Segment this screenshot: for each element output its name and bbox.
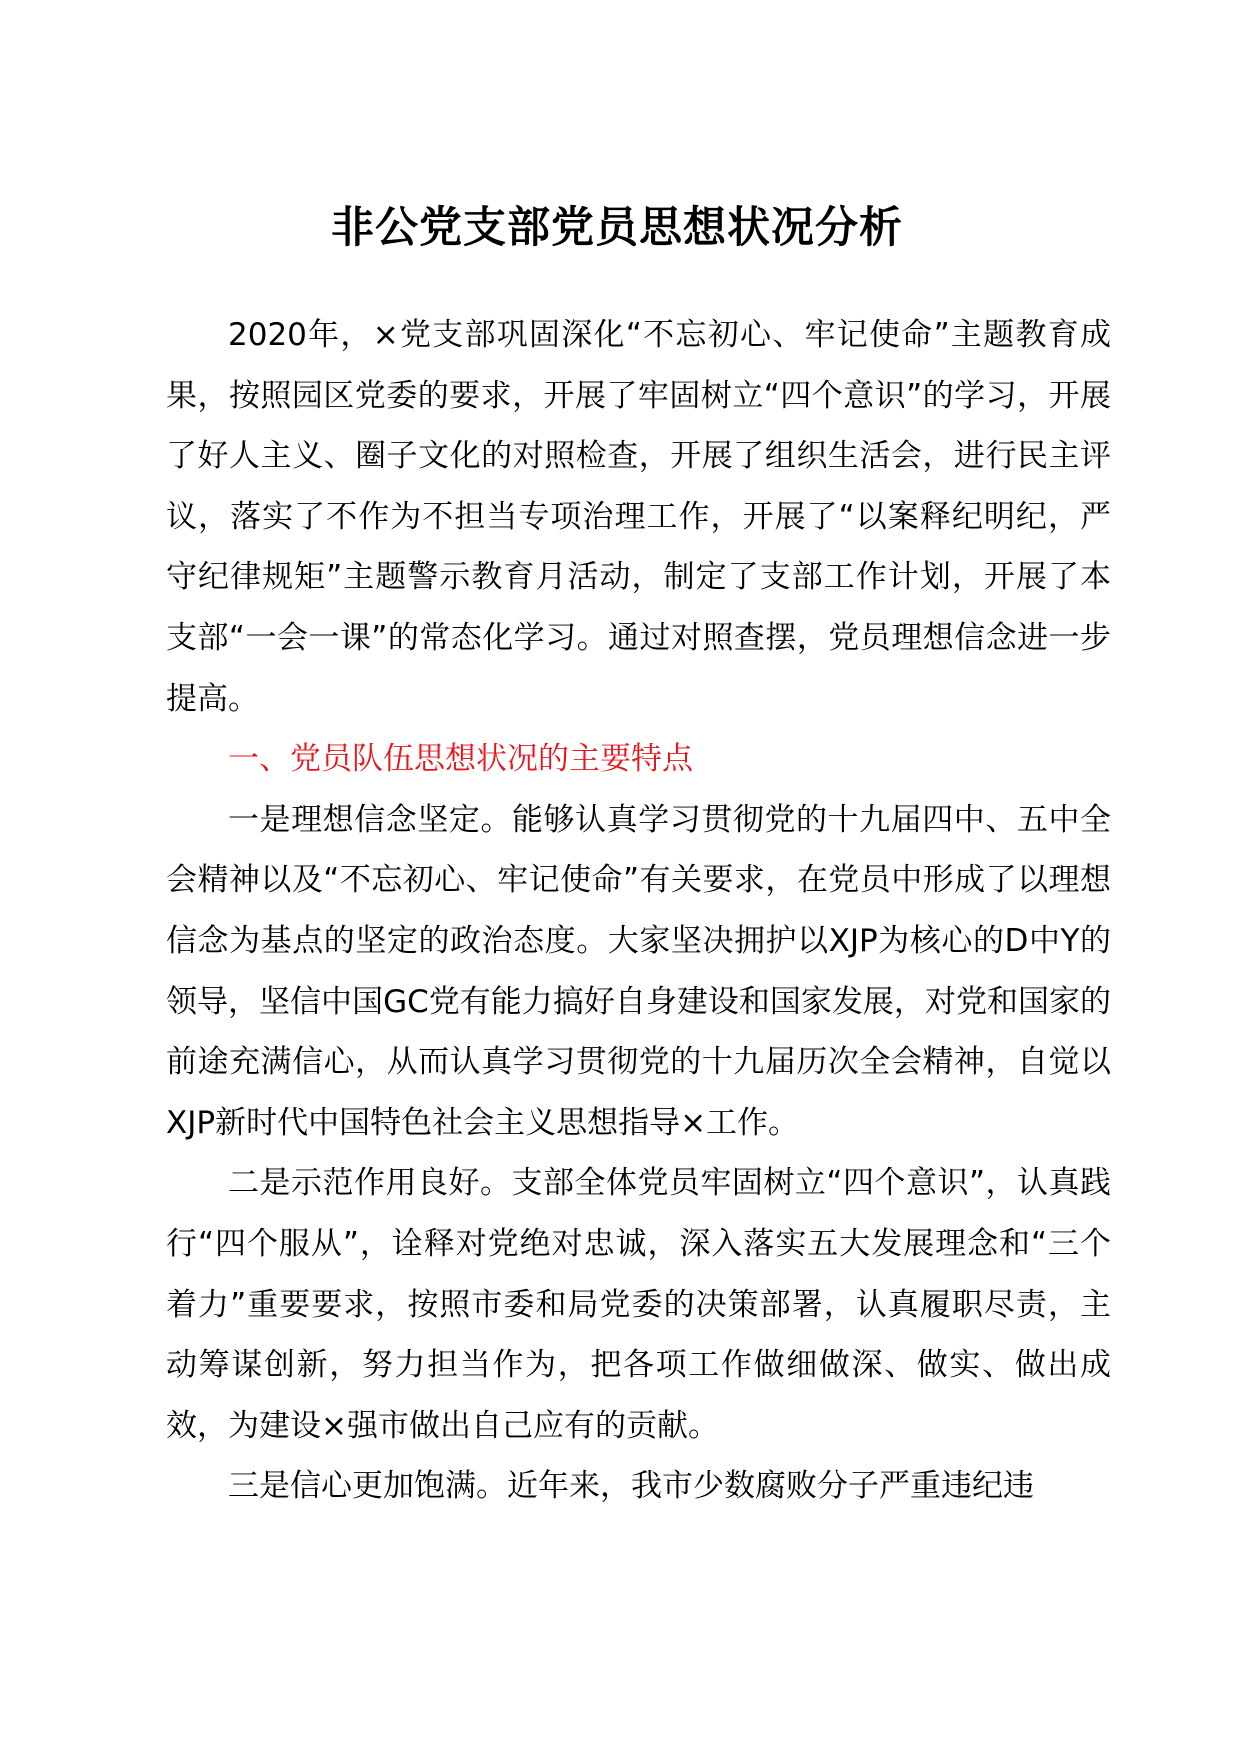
paragraph-example-role: 二是示范作用良好。支部全体党员牢固树立“四个意识”，认真践行“四个服从”，诠释对党绝对忠诚，深入落实五大发展理念和“三个着力”重要要求，按照市委和局党委的决策部署，认真履职尽责，主动筹谋创新，努力担当作为，把各项工作做细做深、做实、做出成效，为建设×强市做出自己应有的贡献。: [166, 1165, 1111, 1444]
document-title: 非公党支部党员思想状况分析: [331, 203, 903, 253]
paragraph-confidence: 三是信心更加饱满。近年来，我市少数腐败分子严重违纪违: [228, 1468, 1034, 1505]
section-heading: 一、党员队伍思想状况的主要特点: [228, 741, 693, 778]
intro-paragraph: 2020年，×党支部巩固深化“不忘初心、牢记使命”主题教育成果，按照园区党委的要求，开展了牢固树立“四个意识”的学习，开展了好人主义、圈子文化的对照检查，开展了组织生活会，进行民主评议，落实了不作为不担当专项治理工作，开展了“以案释纪明纪，严守纪律规矩”主题警示教育月活动，制定了支部工作计划，开展了本支部“一会一课”的常态化学习。通过对照查摆，党员理想信念进一步提高。: [166, 317, 1111, 717]
paragraph-ideals: 一是理想信念坚定。能够认真学习贯彻党的十九届四中、五中全会精神以及“不忘初心、牢记使命”有关要求，在党员中形成了以理想信念为基点的坚定的政治态度。大家坚决拥护以XJP为核心的D中Y的领导，坚信中国GC党有能力搞好自身建设和国家发展，对党和国家的前途充满信心，从而认真学习贯彻党的十九届历次全会精神，自觉以XJP新时代中国特色社会主义思想指导×工作。: [166, 801, 1111, 1141]
document-body: [166, 305, 1111, 1517]
